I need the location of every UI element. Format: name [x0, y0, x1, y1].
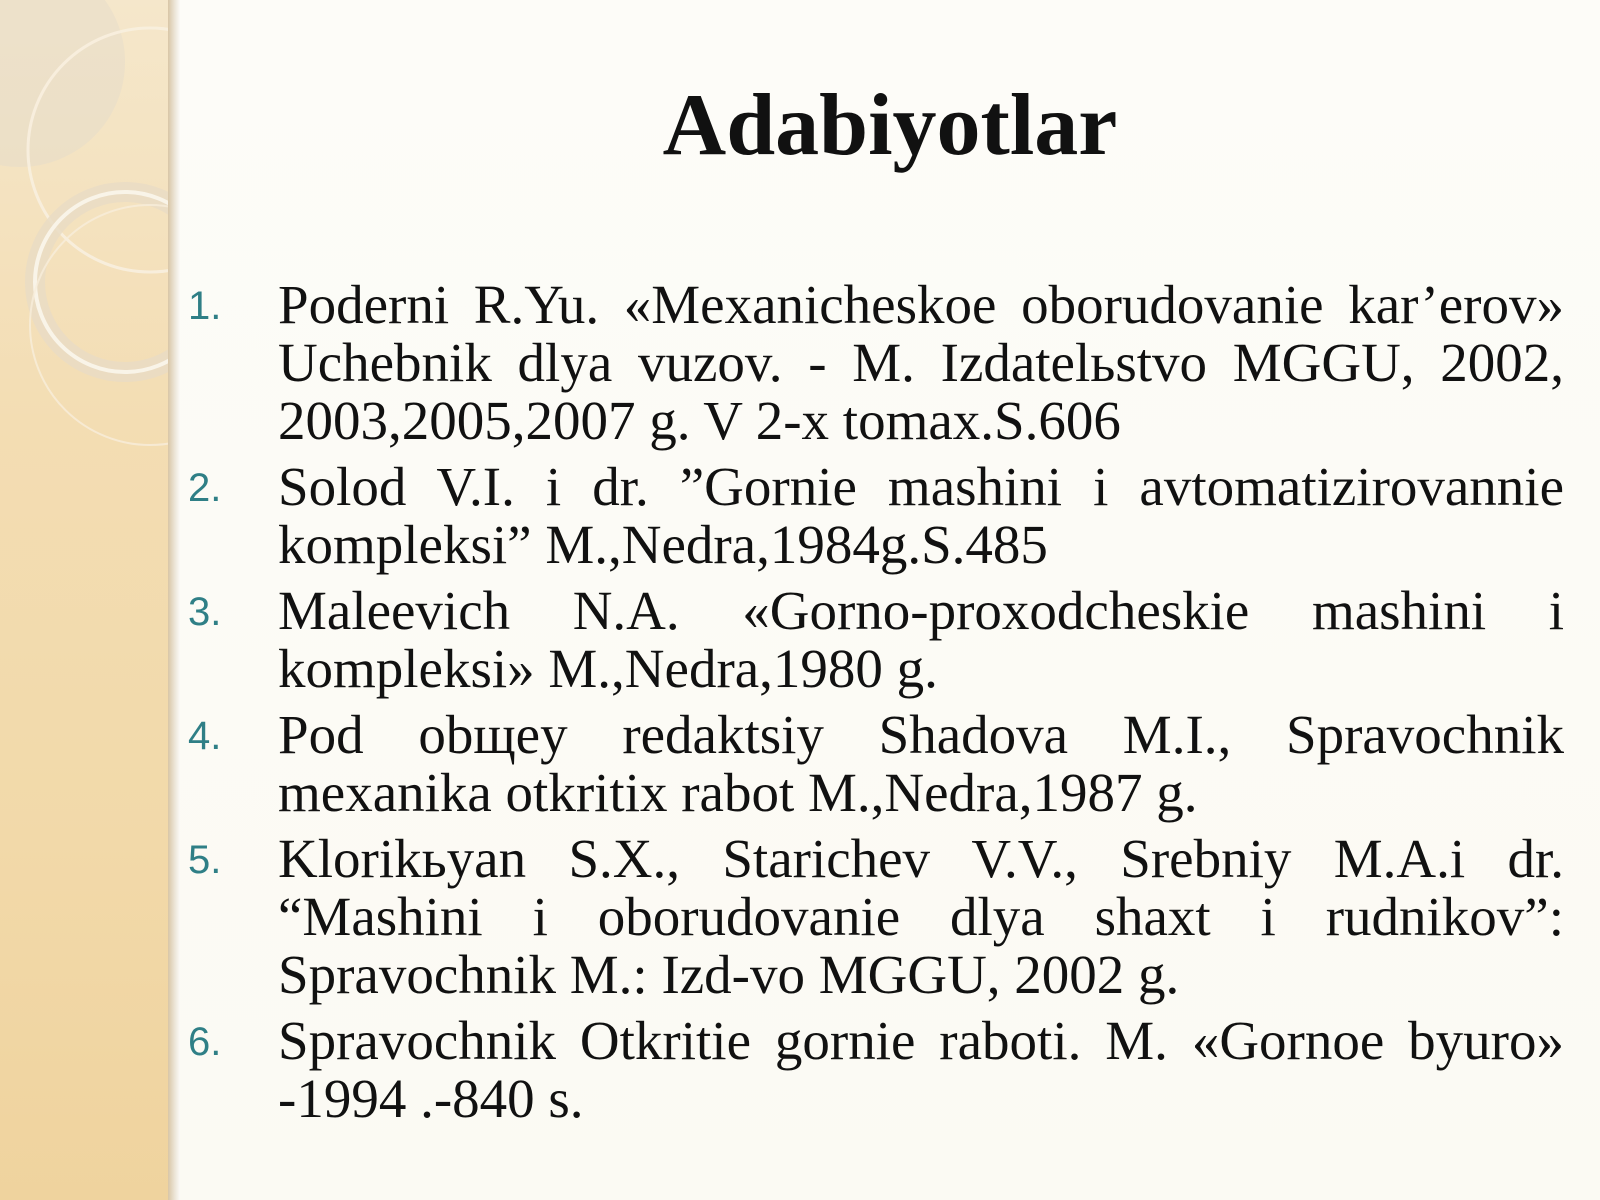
reference-item [184, 830, 1564, 1004]
reference-text: Klorikьyan S.X., Starichev V.V., Srebniy M.A.i dr. “Mashini i oborudovanie dlya shaxt i rudnikov”: Spravochnik M.: Izd-vo MGGU, 2002 g. [278, 828, 1564, 1005]
reference-number: 5. [188, 838, 222, 882]
reference-text: Poderni R.Yu. «Mexanicheskoe oborudovanie kar’erov» Uchebnik dlya vuzov. - M. Izdatelьstvo MGGU, 2002, 2003,2005,2007 g. V 2-x tomax.S.606 [278, 274, 1564, 451]
reference-text: Solod V.I. i dr. ”Gornie mashini i avtomatizirovannie kompleksi” M.,Nedra,1984g.S.485 [278, 456, 1564, 575]
reference-text: Pod obщey redaktsiy Shadova M.I., Spravochnik mexanika otkritix rabot M.,Nedra,1987 g. [278, 704, 1564, 823]
reference-number: 6. [188, 1020, 222, 1064]
reference-number: 2. [188, 466, 222, 510]
reference-text: Maleevich N.A. «Gorno-proxodcheskie mashini i kompleksi» M.,Nedra,1980 g. [278, 580, 1564, 699]
ring-decoration-icon [0, 0, 176, 1200]
slide-title: Adabiyotlar [662, 77, 1118, 174]
reference-item [184, 1012, 1564, 1128]
decorative-sidebar [0, 0, 176, 1200]
reference-number: 3. [188, 590, 222, 634]
reference-item [184, 276, 1564, 450]
reference-text: Spravochnik Otkritie gornie raboti. M. «Gornoe byuro» -1994 .-840 s. [278, 1010, 1564, 1129]
sidebar-edge [168, 0, 180, 1200]
reference-item [184, 458, 1564, 574]
reference-number: 1. [188, 284, 222, 328]
reference-item [184, 706, 1564, 822]
reference-item [184, 582, 1564, 698]
reference-list [184, 276, 1564, 1136]
reference-number: 4. [188, 714, 222, 758]
